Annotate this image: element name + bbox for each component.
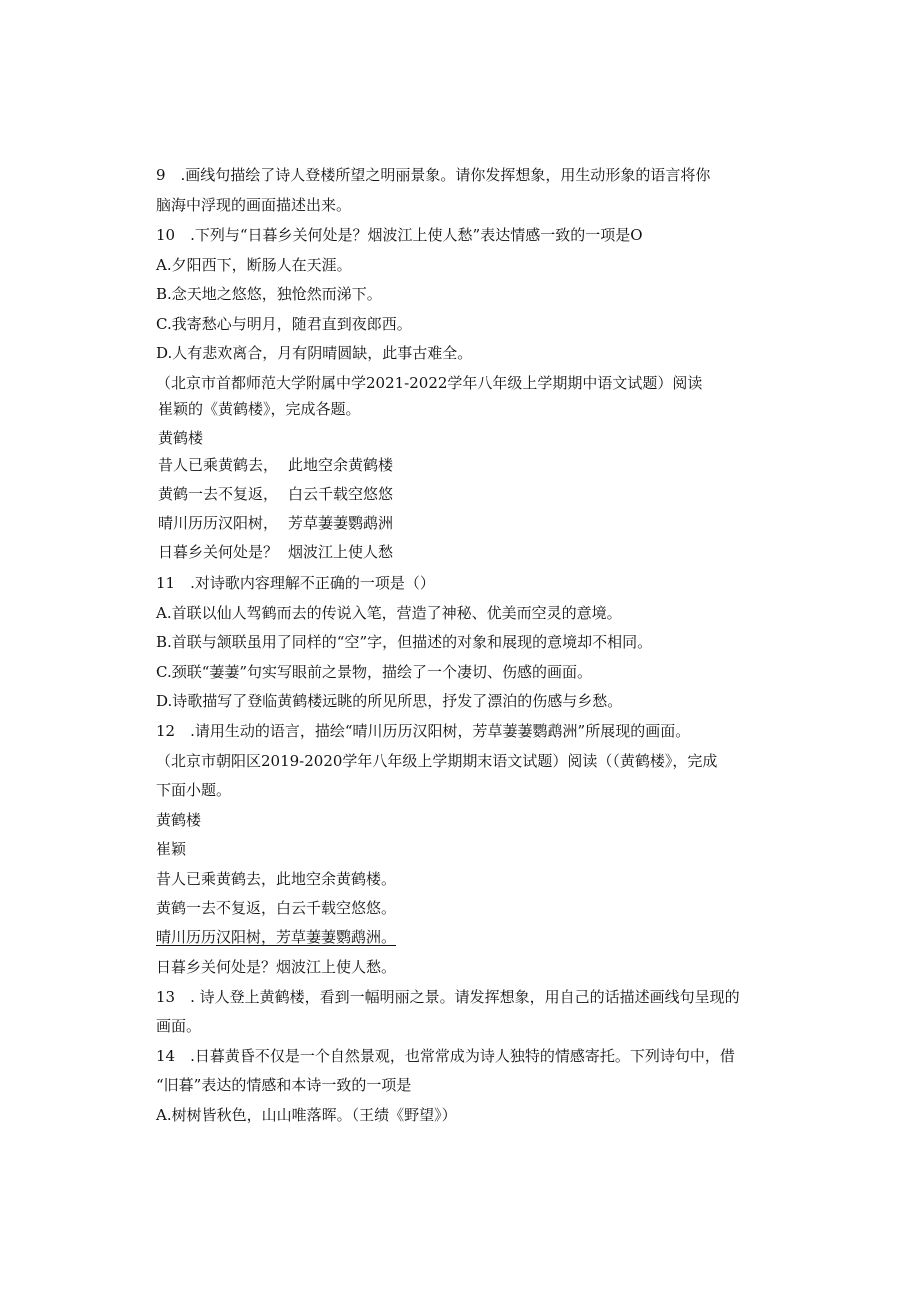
section-1-source-line-1: （北京市首都师范大学附属中学2021-2022学年八年级上学期期中语文试题）阅读 bbox=[156, 374, 703, 392]
section-2-poem-line: 黄鹤一去不复返，白云千载空悠悠。 bbox=[156, 899, 397, 917]
question-12-stem: 12 .请用生动的语言，描绘“晴川历历汉阳树，芳草萋萋鹦鹉洲”所展现的画面。 bbox=[156, 722, 691, 740]
poem-half-right: 烟波江上使人愁 bbox=[288, 543, 394, 561]
question-11-option-a: A.首联以仙人驾鹤而去的传说入笔，营造了神秘、优美而空灵的意境。 bbox=[156, 604, 622, 622]
section-2-source-line-2: 下面小题。 bbox=[156, 781, 232, 799]
poem-half-right: 芳草萋萋鹦鹉洲 bbox=[288, 514, 394, 532]
question-11-option-c: C.颈联“萋萋”句实写眼前之景物，描绘了一个凄切、伤感的画面。 bbox=[156, 663, 593, 681]
poem-half-right: 此地空余黄鹤楼 bbox=[288, 456, 394, 474]
question-9-line-2: 脑海中浮现的画面描述出来。 bbox=[156, 196, 352, 214]
question-14-option-a: A.树树皆秋色，山山唯落晖。（王绩《野望》） bbox=[156, 1106, 457, 1124]
section-2-poem-line: 昔人已乘黄鹤去，此地空余黄鹤楼。 bbox=[156, 870, 397, 888]
question-10-option-d: D.人有悲欢离合，月有阴晴圆缺，此事古难全。 bbox=[156, 344, 473, 362]
question-10-option-a: A.夕阳西下，断肠人在天涯。 bbox=[156, 256, 352, 274]
section-2-source-line-1: （北京市朝阳区2019-2020学年八年级上学期期末语文试题）阅读（（黄鹤楼》，完成 bbox=[156, 752, 718, 770]
question-11-option-d: D.诗歌描写了登临黄鹤楼远眺的所见所思，抒发了漂泊的伤感与乡愁。 bbox=[156, 692, 623, 710]
section-1-source-line-2: 崔颖的《黄鹤楼》，完成各题。 bbox=[158, 400, 361, 418]
question-10-option-b: B.念天地之悠悠，独怆然而涕下。 bbox=[156, 285, 382, 303]
section-2-poem-line-underlined: 晴川历历汉阳树，芳草萋萋鹦鹉洲。 bbox=[156, 928, 397, 946]
poem-half-left: 日暮乡关何处是？ bbox=[158, 543, 279, 561]
question-10-option-c: C.我寄愁心与明月，随君直到夜郎西。 bbox=[156, 315, 412, 333]
poem-half-left: 晴川历历汉阳树， bbox=[158, 514, 279, 532]
question-14-line-1: 14 .日暮黄昏不仅是一个自然景观，也常常成为诗人独特的情感寄托。下列诗句中，借 bbox=[156, 1047, 735, 1065]
question-13-line-2: 画面。 bbox=[156, 1017, 202, 1035]
question-10-stem: 10 .下列与“日暮乡关何处是？烟波江上使人愁”表达情感一致的一项是O bbox=[156, 226, 643, 244]
question-13-line-1: 13 . 诗人登上黄鹤楼，看到一幅明丽之景。请发挥想象，用自己的话描述画线句呈现的 bbox=[156, 988, 740, 1006]
section-1-poem-title: 黄鹤楼 bbox=[158, 429, 204, 447]
section-2-poem-line: 日暮乡关何处是？烟波江上使人愁。 bbox=[156, 958, 397, 976]
poem-half-left: 黄鹤一去不复返， bbox=[158, 485, 279, 503]
question-11-stem: 11 .对诗歌内容理解不正确的一项是（） bbox=[156, 574, 435, 592]
poem-half-right: 白云千载空悠悠 bbox=[288, 485, 394, 503]
question-14-line-2: “旧暮”表达的情感和本诗一致的一项是 bbox=[156, 1076, 412, 1094]
question-11-option-b: B.首联与颔联虽用了同样的“空”字，但描述的对象和展现的意境却不相同。 bbox=[156, 633, 653, 651]
section-2-poet: 崔颖 bbox=[156, 840, 187, 858]
poem-half-left: 昔人已乘黄鹤去， bbox=[158, 456, 279, 474]
section-2-poem-title: 黄鹤楼 bbox=[156, 811, 202, 829]
question-9-line-1: 9 .画线句描绘了诗人登楼所望之明丽景象。请你发挥想象，用生动形象的语言将你 bbox=[156, 166, 711, 184]
